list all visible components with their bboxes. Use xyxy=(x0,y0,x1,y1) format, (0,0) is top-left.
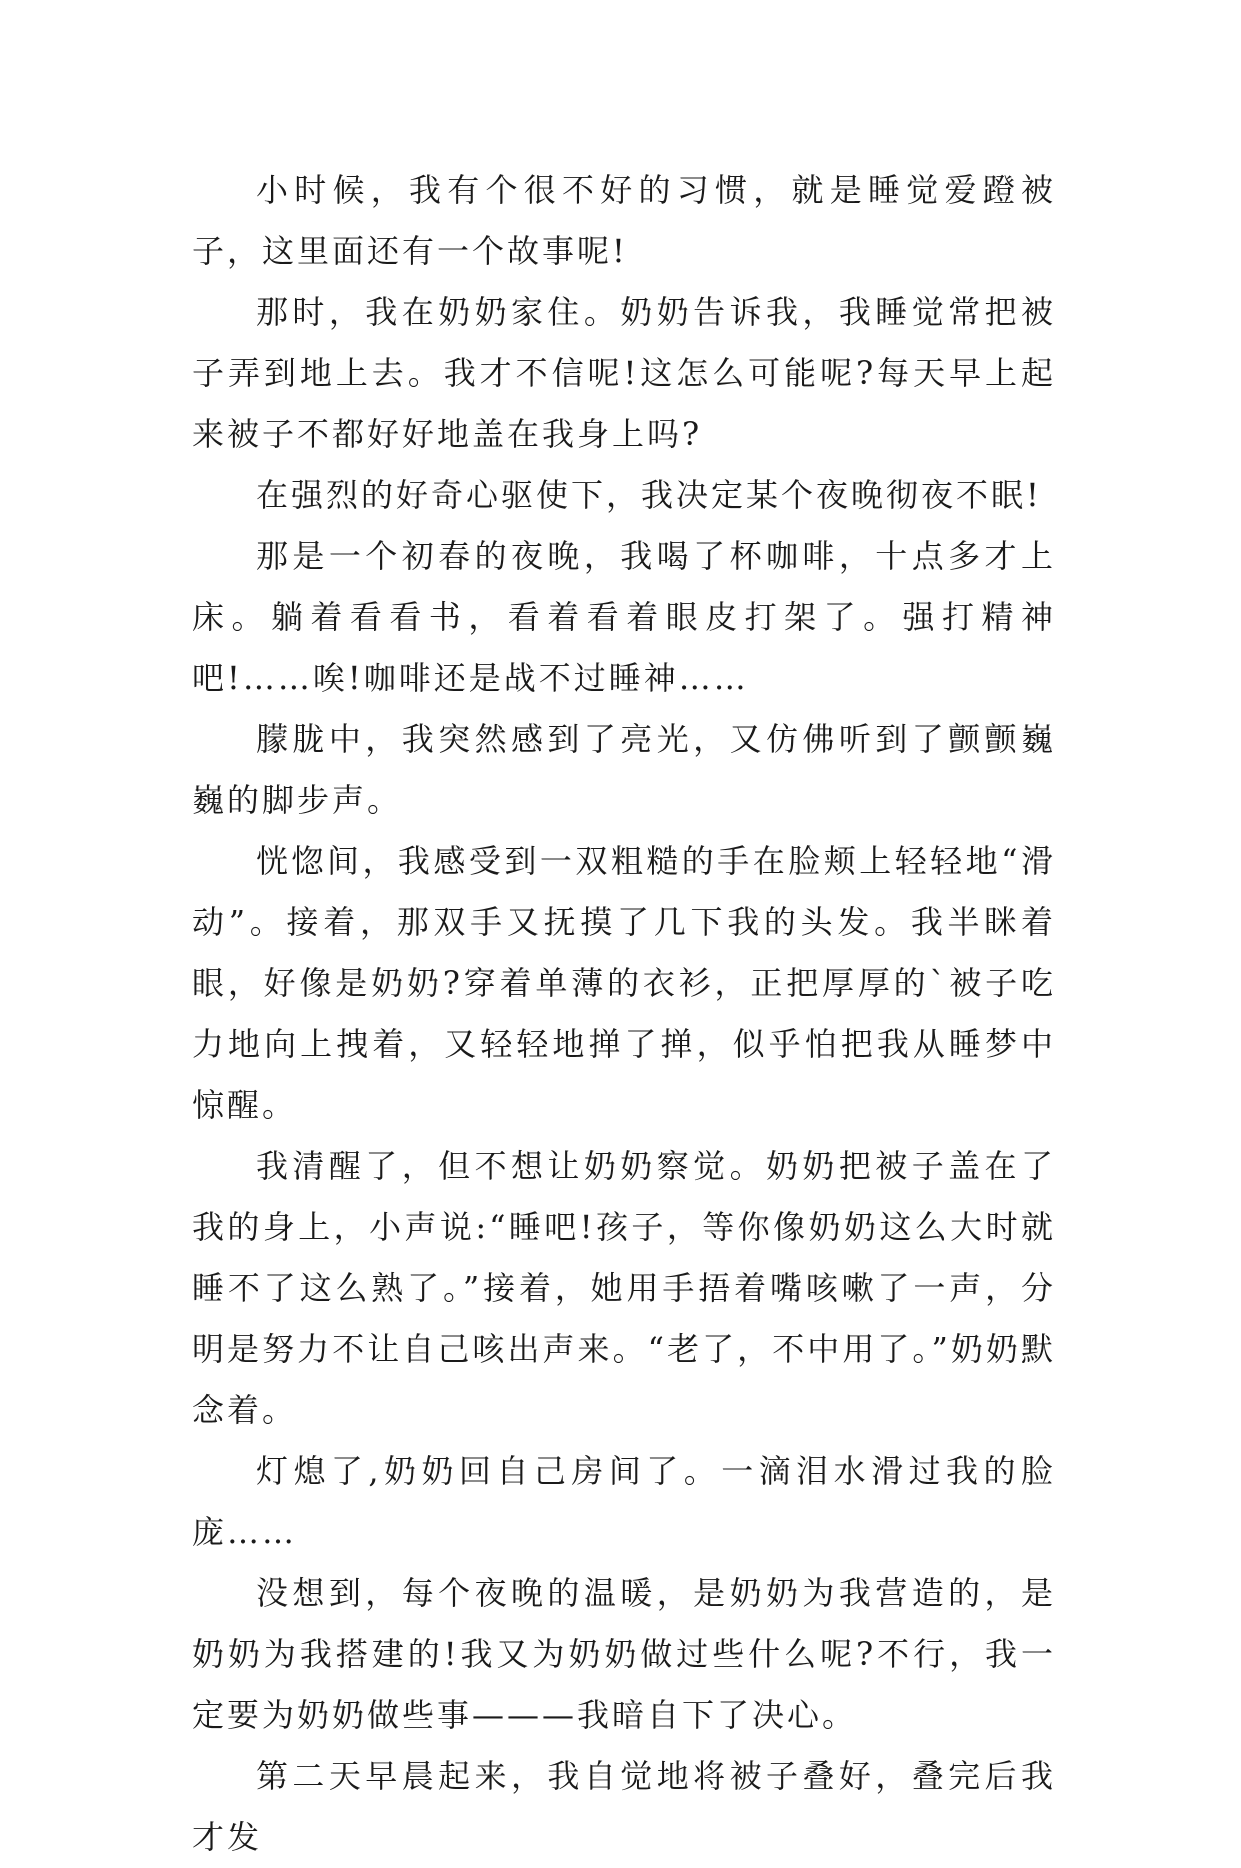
paragraph: 没想到，每个夜晚的温暖，是奶奶为我营造的，是奶奶为我搭建的!我又为奶奶做过些什么呢?不行，我一定要为奶奶做些事———我暗自下了决心。 xyxy=(192,1574,1056,1734)
paragraph: 灯熄了,奶奶回自己房间了。一滴泪水滑过我的脸庞…… xyxy=(192,1452,1056,1551)
paragraph: 我清醒了，但不想让奶奶察觉。奶奶把被子盖在了我的身上，小声说:“睡吧!孩子，等你像奶奶这么大时就睡不了这么熟了。”接着，她用手捂着嘴咳嗽了一声，分明是努力不让自己咳出声来。“老了，不中用了。”奶奶默念着。 xyxy=(192,1147,1056,1429)
document-body xyxy=(192,160,1056,1868)
paragraph: 那是一个初春的夜晚，我喝了杯咖啡，十点多才上床。躺着看看书，看着看着眼皮打架了。强打精神吧!……唉!咖啡还是战不过睡神…… xyxy=(192,537,1056,697)
paragraph: 那时，我在奶奶家住。奶奶告诉我，我睡觉常把被子弄到地上去。我才不信呢!这怎么可能呢?每天早上起来被子不都好好地盖在我身上吗? xyxy=(192,293,1056,453)
paragraph: 第二天早晨起来，我自觉地将被子叠好，叠完后我才发 xyxy=(192,1757,1056,1856)
paragraph: 朦胧中，我突然感到了亮光，又仿佛听到了颤颤巍巍的脚步声。 xyxy=(192,720,1056,819)
paragraph: 小时候，我有个很不好的习惯，就是睡觉爱蹬被子，这里面还有一个故事呢! xyxy=(192,171,1056,270)
paragraph: 恍惚间，我感受到一双粗糙的手在脸颊上轻轻地“滑动”。接着，那双手又抚摸了几下我的头发。我半眯着眼，好像是奶奶?穿着单薄的衣衫，正把厚厚的`被子吃力地向上拽着，又轻轻地掸了掸，似乎怕把我从睡梦中惊醒。 xyxy=(192,842,1056,1124)
paragraph: 在强烈的好奇心驱使下，我决定某个夜晚彻夜不眠! xyxy=(256,476,1042,514)
